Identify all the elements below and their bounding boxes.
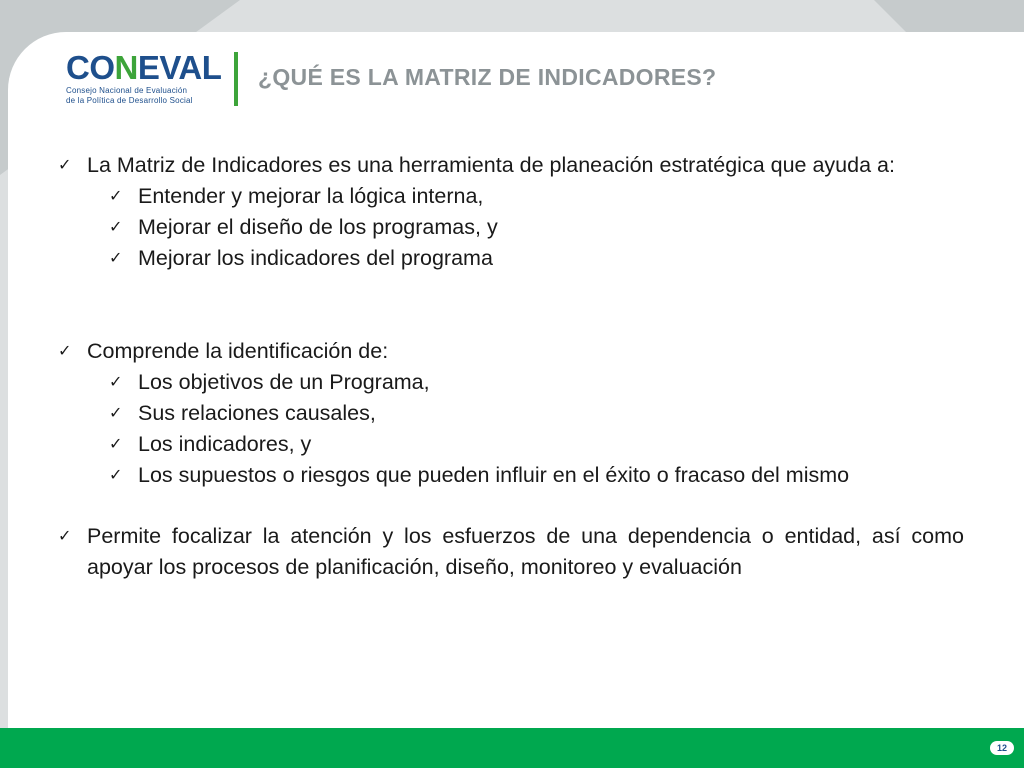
page-number-badge: 12 (990, 741, 1014, 755)
logo-wordmark (66, 50, 226, 86)
bullet-text: La Matriz de Indicadores es una herramienta de planeación estratégica que ayuda a: (87, 153, 895, 177)
bullet-item (58, 336, 964, 367)
check-icon: ✓ (58, 343, 72, 360)
sub-bullet-text: Mejorar los indicadores del programa (138, 246, 493, 270)
sub-bullet-item (58, 398, 964, 429)
spacer (58, 491, 964, 521)
bullet-item (58, 150, 964, 181)
sub-bullet-text: Los supuestos o riesgos que pueden influir en el éxito o fracaso del mismo (138, 463, 850, 487)
sub-bullet-text: Los objetivos de un Programa, (138, 370, 430, 394)
logo-subtitle-line1: Consejo Nacional de Evaluación (66, 86, 188, 95)
sub-bullet-item (58, 367, 964, 398)
sub-bullet-item (58, 243, 964, 274)
logo-word-part: CO (66, 49, 115, 86)
check-icon: ✓ (58, 157, 72, 174)
slide-title: ¿QUÉ ES LA MATRIZ DE INDICADORES? (258, 64, 717, 90)
sub-bullet-text: Los indicadores, y (138, 432, 312, 456)
spacer (58, 274, 964, 336)
sub-bullet-text: Mejorar el diseño de los programas, y (138, 215, 498, 239)
background-corner-top-right (874, 0, 1024, 36)
coneval-logo (66, 50, 226, 112)
bullet-item (58, 521, 964, 583)
header-divider (234, 52, 238, 106)
check-icon: ✓ (109, 188, 123, 205)
logo-subtitle-line2: de la Política de Desarrollo Social (66, 96, 193, 105)
logo-word-accent: N (114, 49, 138, 86)
sub-bullet-item (58, 212, 964, 243)
check-icon: ✓ (109, 374, 123, 391)
footer-bar (0, 728, 1024, 768)
sub-bullet-text: Entender y mejorar la lógica interna, (138, 184, 484, 208)
sub-bullet-item (58, 429, 964, 460)
check-icon: ✓ (109, 250, 123, 267)
sub-bullet-item (58, 181, 964, 212)
slide-content (58, 150, 964, 583)
check-icon: ✓ (109, 219, 123, 236)
check-icon: ✓ (109, 436, 123, 453)
check-icon: ✓ (109, 405, 123, 422)
bullet-text: Permite focalizar la atención y los esfuerzos de una dependencia o entidad, así como apoyar los procesos de planificación, diseño, monitoreo y evaluación (87, 524, 964, 579)
logo-word-part: EVAL (137, 49, 222, 86)
check-icon: ✓ (58, 528, 72, 545)
sub-bullet-item (58, 460, 964, 491)
sub-bullet-text: Sus relaciones causales, (138, 401, 376, 425)
check-icon: ✓ (109, 467, 123, 484)
bullet-text: Comprende la identificación de: (87, 339, 389, 363)
